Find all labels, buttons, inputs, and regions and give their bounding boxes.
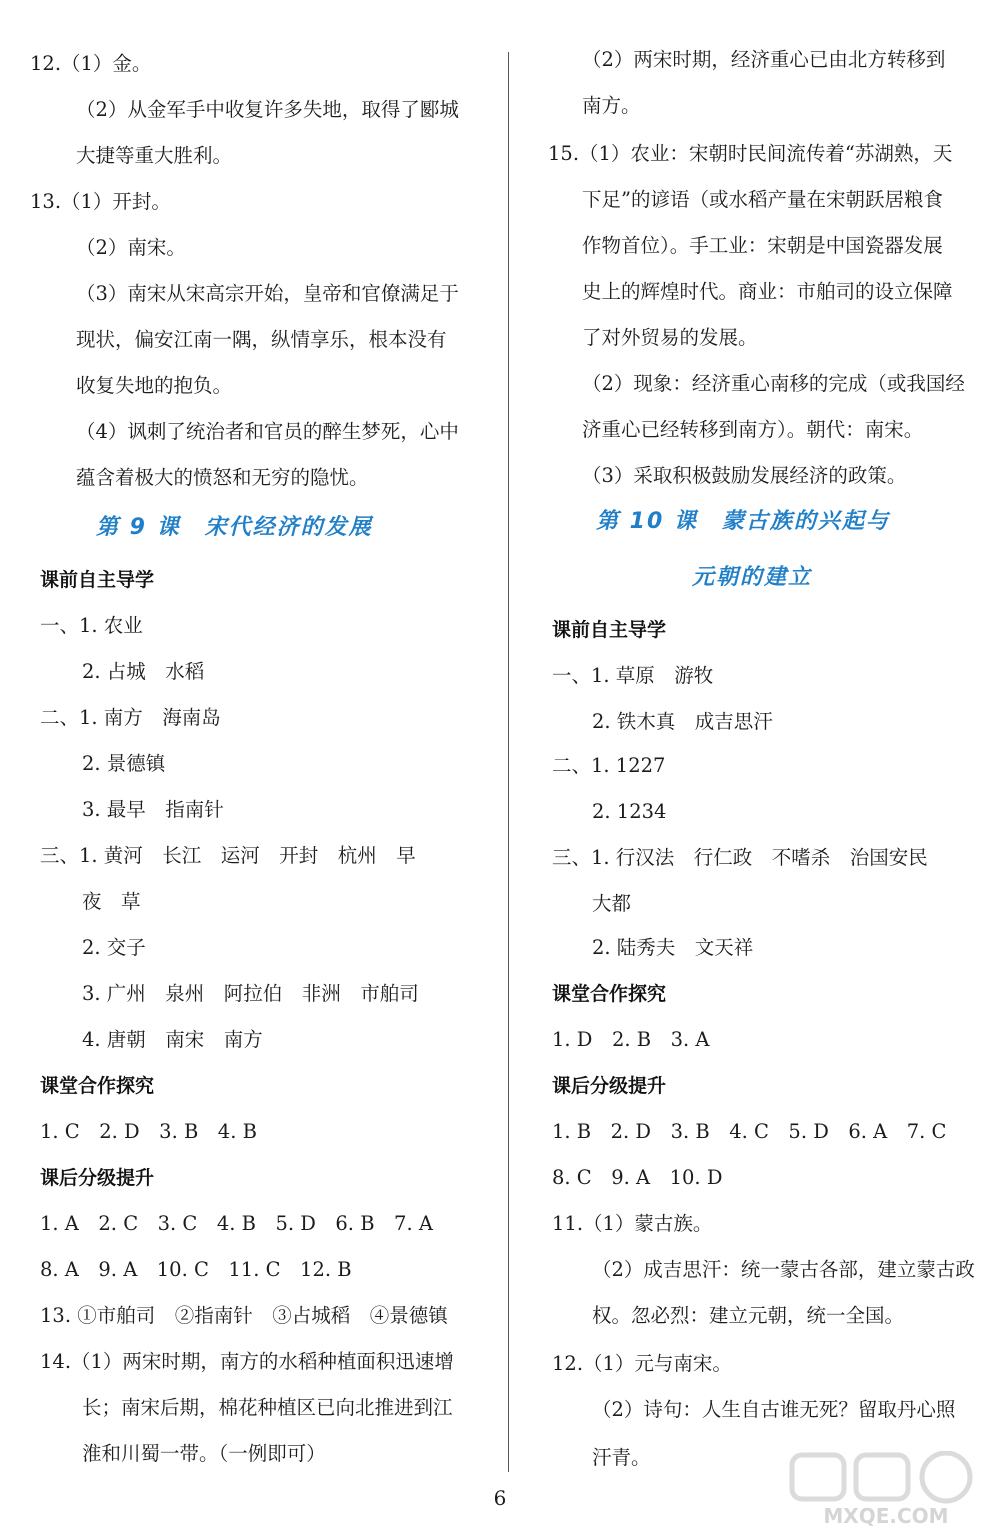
answer-line: 了对外贸易的发展。 bbox=[582, 326, 758, 349]
answer-line: 13. ①市舶司 ②指南针 ③占城稻 ④景德镇 bbox=[40, 1304, 448, 1327]
answer-line: 13.（1）开封。 bbox=[30, 190, 171, 213]
section-heading: 课后分级提升 bbox=[40, 1167, 155, 1189]
answer-line: （3）南宋从宋高宗开始，皇帝和官僚满足于 bbox=[76, 282, 459, 305]
answer-line: 济重心已经转移到南方）。朝代：南宋。 bbox=[582, 418, 924, 441]
lesson-title: 第 9 课 宋代经济的发展 bbox=[96, 515, 373, 540]
answer-line: 12.（1）元与南宋。 bbox=[552, 1352, 732, 1375]
answer-line: 8. C 9. A 10. D bbox=[552, 1166, 723, 1189]
answer-line: 一、1. 草原 游牧 bbox=[552, 664, 714, 687]
answer-line: （2）两宋时期，经济重心已由北方转移到 bbox=[582, 48, 946, 71]
answer-line: 1. B 2. D 3. B 4. C 5. D 6. A 7. C bbox=[552, 1120, 947, 1143]
answer-line: 14.（1）两宋时期，南方的水稻种植面积迅速增 bbox=[40, 1350, 454, 1373]
answer-line: 收复失地的抱负。 bbox=[76, 374, 233, 397]
answer-line: 2. 1234 bbox=[592, 800, 667, 823]
lesson-title: 元朝的建立 bbox=[692, 565, 813, 590]
answer-line: 2. 陆秀夫 文天祥 bbox=[592, 936, 754, 959]
answer-line: 蕴含着极大的愤怒和无穷的隐忧。 bbox=[76, 466, 369, 489]
answer-line: 长；南宋后期，棉花种植区已向北推进到江 bbox=[82, 1396, 453, 1419]
answer-line: 三、1. 黄河 长江 运河 开封 杭州 早 bbox=[40, 844, 416, 867]
answer-line: 二、1. 南方 海南岛 bbox=[40, 706, 221, 729]
answer-line: 下足”的谚语（或水稻产量在宋朝跃居粮食 bbox=[582, 188, 943, 211]
answer-line: （2）南宋。 bbox=[76, 236, 186, 259]
answer-line: 史上的辉煌时代。商业：市舶司的设立保障 bbox=[582, 280, 953, 303]
answer-line: 1. D 2. B 3. A bbox=[552, 1028, 710, 1051]
answer-line: 大捷等重大胜利。 bbox=[76, 144, 233, 167]
answer-line: 1. C 2. D 3. B 4. B bbox=[40, 1120, 257, 1143]
answer-line: 8. A 9. A 10. C 11. C 12. B bbox=[40, 1258, 352, 1281]
answer-line: 2. 占城 水稻 bbox=[82, 660, 205, 683]
answer-line: （2）从金军手中收复许多失地，取得了郾城 bbox=[76, 98, 459, 121]
answer-line: 大都 bbox=[592, 892, 632, 915]
answer-line: 二、1. 1227 bbox=[552, 754, 666, 777]
answer-line: 3. 广州 泉州 阿拉伯 非洲 市舶司 bbox=[82, 982, 419, 1005]
section-heading: 课前自主导学 bbox=[40, 569, 155, 591]
answer-line: 作物首位）。手工业：宋朝是中国瓷器发展 bbox=[582, 234, 943, 257]
answer-line: 权。忽必烈：建立元朝，统一全国。 bbox=[592, 1304, 905, 1327]
watermark-text: MXQE.COM bbox=[823, 1504, 949, 1528]
answer-line: 三、1. 行汉法 行仁政 不嗜杀 治国安民 bbox=[552, 846, 928, 869]
answer-line: 15.（1）农业：宋朝时民间流传着“苏湖熟，天 bbox=[548, 142, 953, 165]
answer-line: 现状，偏安江南一隅，纵情享乐，根本没有 bbox=[76, 328, 447, 351]
answer-line: 汗青。 bbox=[592, 1446, 651, 1469]
answer-line: 3. 最早 指南针 bbox=[82, 798, 224, 821]
page-number: 6 bbox=[493, 1486, 507, 1510]
answer-line: 2. 铁木真 成吉思汗 bbox=[592, 710, 773, 733]
section-heading: 课堂合作探究 bbox=[40, 1075, 155, 1097]
answer-line: （2）现象：经济重心南移的完成（或我国经 bbox=[582, 372, 965, 395]
section-heading: 课前自主导学 bbox=[552, 619, 667, 641]
column-divider bbox=[508, 52, 509, 1472]
answer-line: 淮和川蜀一带。（一例即可） bbox=[82, 1442, 326, 1465]
watermark-logo bbox=[786, 1451, 986, 1529]
answer-line: 4. 唐朝 南宋 南方 bbox=[82, 1028, 263, 1051]
answer-line: 一、1. 农业 bbox=[40, 614, 143, 637]
answer-line: 夜 草 bbox=[82, 890, 141, 913]
answer-line: 2. 景德镇 bbox=[82, 752, 166, 775]
section-heading: 课堂合作探究 bbox=[552, 983, 667, 1005]
answer-line: 南方。 bbox=[582, 94, 641, 117]
section-heading: 课后分级提升 bbox=[552, 1075, 667, 1097]
answer-line: 12.（1）金。 bbox=[30, 52, 152, 75]
lesson-title: 第 10 课 蒙古族的兴起与 bbox=[596, 509, 890, 534]
answer-line: （2）诗句：人生自古谁无死？留取丹心照 bbox=[592, 1398, 956, 1421]
answer-line: （2）成吉思汗：统一蒙古各部，建立蒙古政 bbox=[592, 1258, 975, 1281]
answer-line: （3）采取积极鼓励发展经济的政策。 bbox=[582, 464, 907, 487]
answer-line: （4）讽刺了统治者和官员的醉生梦死，心中 bbox=[76, 420, 459, 443]
answer-line: 2. 交子 bbox=[82, 936, 146, 959]
answer-line: 11.（1）蒙古族。 bbox=[552, 1212, 713, 1235]
answer-line: 1. A 2. C 3. C 4. B 5. D 6. B 7. A bbox=[40, 1212, 433, 1235]
